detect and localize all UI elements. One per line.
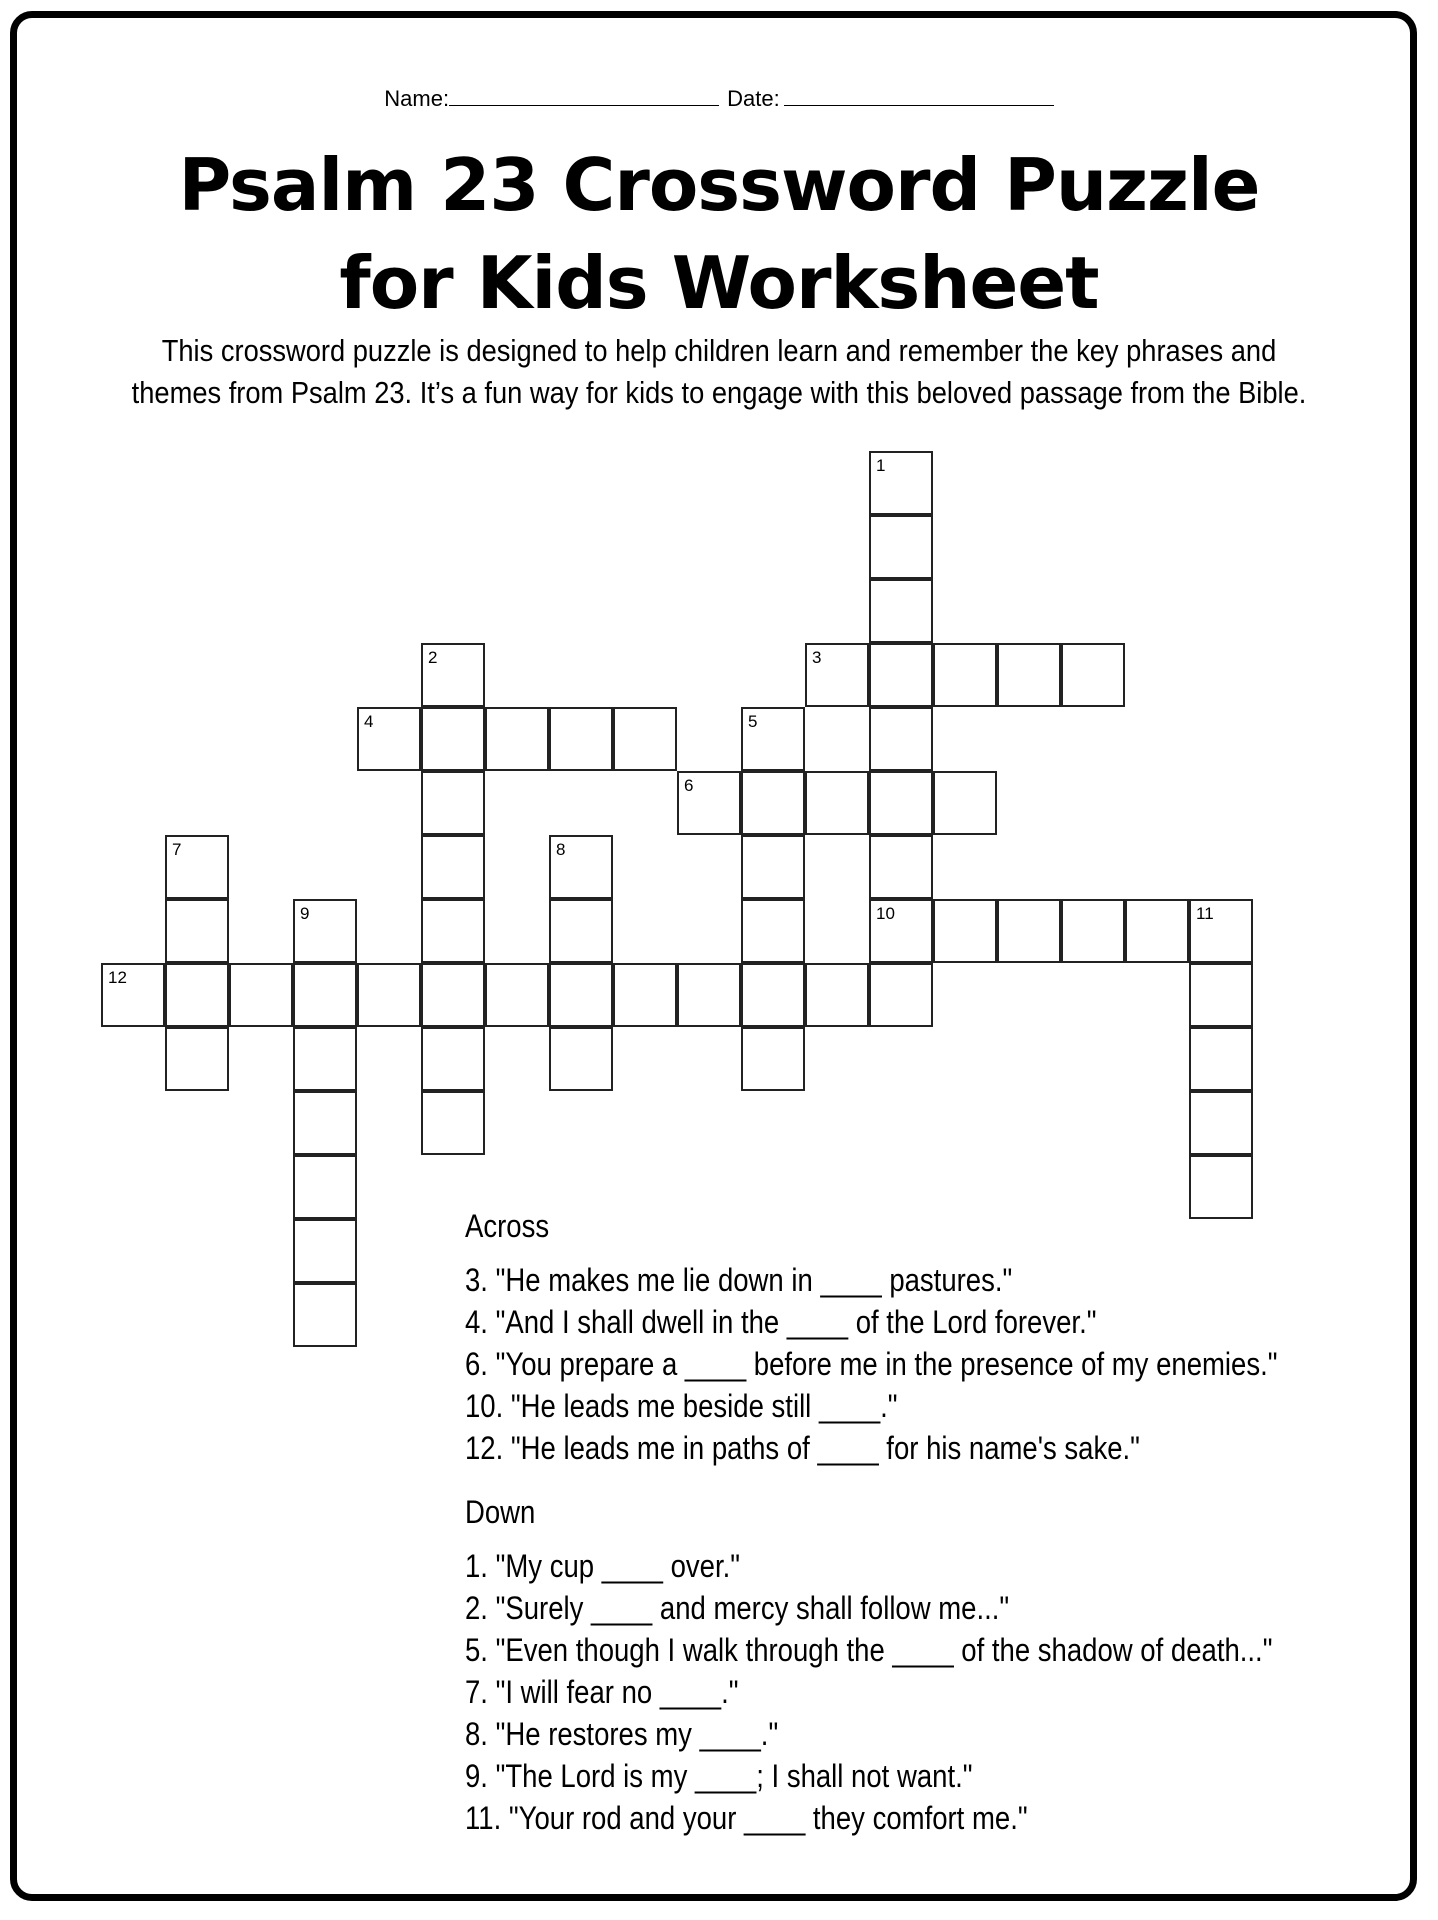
crossword-cell[interactable] (293, 1027, 357, 1091)
crossword-cell[interactable] (1189, 1091, 1253, 1155)
crossword-cell[interactable] (613, 707, 677, 771)
crossword-cell[interactable] (741, 1027, 805, 1091)
crossword-cell[interactable] (549, 707, 613, 771)
crossword-cell[interactable] (549, 1027, 613, 1091)
crossword-cell[interactable] (165, 835, 229, 899)
crossword-cell[interactable] (549, 835, 613, 899)
crossword-cell[interactable] (677, 771, 741, 835)
crossword-cell[interactable] (293, 963, 357, 1027)
crossword-cell[interactable] (869, 771, 933, 835)
crossword-cell[interactable] (741, 899, 805, 963)
crossword-cell[interactable] (741, 835, 805, 899)
crossword-cell[interactable] (869, 451, 933, 515)
crossword-cell[interactable] (165, 963, 229, 1027)
crossword-cell[interactable] (229, 963, 293, 1027)
clues-panel (465, 1205, 1415, 1839)
crossword-cell[interactable] (549, 899, 613, 963)
crossword-cell[interactable] (1189, 899, 1253, 963)
crossword-cell[interactable] (869, 643, 933, 707)
crossword-cell[interactable] (741, 707, 805, 771)
crossword-cell[interactable] (805, 963, 869, 1027)
across-clue-3: 3. "He makes me lie down in ____ pastures." (465, 1262, 1013, 1298)
crossword-cell[interactable] (421, 1027, 485, 1091)
across-clue-list (465, 1259, 1411, 1469)
crossword-cell[interactable] (869, 963, 933, 1027)
clue-number: 10 (876, 904, 895, 923)
down-clue-2: 2. "Surely ____ and mercy shall follow me..." (465, 1590, 1010, 1626)
crossword-cell[interactable] (421, 835, 485, 899)
crossword-cell[interactable] (613, 963, 677, 1027)
crossword-cell[interactable] (101, 963, 165, 1027)
crossword-cell[interactable] (293, 899, 357, 963)
crossword-cell[interactable] (165, 899, 229, 963)
crossword-cell[interactable] (293, 1283, 357, 1347)
crossword-cell[interactable] (293, 1091, 357, 1155)
clue-number: 6 (684, 776, 694, 795)
across-section (465, 1205, 1411, 1469)
clue-number: 4 (364, 712, 374, 731)
across-clue-4: 4. "And I shall dwell in the ____ of the Lord forever." (465, 1304, 1097, 1340)
crossword-cell[interactable] (1125, 899, 1189, 963)
clue-number: 8 (556, 840, 566, 859)
crossword-cell[interactable] (933, 643, 997, 707)
crossword-cell[interactable] (421, 899, 485, 963)
across-clue-10: 10. "He leads me beside still ____." (465, 1388, 898, 1424)
down-heading: Down (465, 1494, 536, 1530)
down-clue-1: 1. "My cup ____ over." (465, 1548, 741, 1584)
clue-number: 2 (428, 648, 438, 667)
clue-number: 1 (876, 456, 886, 475)
crossword-cell[interactable] (485, 707, 549, 771)
date-label: Date: (727, 86, 780, 111)
crossword-cell[interactable] (1061, 899, 1125, 963)
crossword-cell[interactable] (165, 1027, 229, 1091)
crossword-cell[interactable] (677, 963, 741, 1027)
crossword-cell[interactable] (805, 771, 869, 835)
crossword-cell[interactable] (421, 1091, 485, 1155)
crossword-cell[interactable] (933, 899, 997, 963)
crossword-cell[interactable] (357, 963, 421, 1027)
title-line-1: Psalm 23 Crossword Puzzle (178, 143, 1260, 227)
name-label: Name: (384, 86, 450, 111)
crossword-cell[interactable] (997, 643, 1061, 707)
crossword-cell[interactable] (997, 899, 1061, 963)
crossword-cell[interactable] (485, 963, 549, 1027)
across-clue-6: 6. "You prepare a ____ before me in the presence of my enemies." (465, 1346, 1278, 1382)
crossword-cell[interactable] (869, 835, 933, 899)
crossword-cell[interactable] (1189, 963, 1253, 1027)
down-clue-8: 8. "He restores my ____." (465, 1716, 779, 1752)
crossword-cell[interactable] (741, 963, 805, 1027)
down-section (465, 1491, 1411, 1839)
clue-number: 12 (108, 968, 127, 987)
crossword-cell[interactable] (421, 643, 485, 707)
clue-number: 9 (300, 904, 310, 923)
clue-number: 11 (1196, 904, 1214, 923)
down-clue-5: 5. "Even though I walk through the ____ of the shadow of death..." (465, 1632, 1273, 1668)
crossword-cell[interactable] (1189, 1027, 1253, 1091)
clue-number: 7 (172, 840, 182, 859)
down-clue-11: 11. "Your rod and your ____ they comfort me." (465, 1800, 1028, 1836)
crossword-cell[interactable] (293, 1155, 357, 1219)
crossword-cell[interactable] (933, 771, 997, 835)
across-heading: Across (465, 1208, 550, 1244)
crossword-cell[interactable] (421, 707, 485, 771)
crossword-cell[interactable] (869, 515, 933, 579)
across-clue-12: 12. "He leads me in paths of ____ for his name's sake." (465, 1430, 1140, 1466)
down-clue-list (465, 1545, 1411, 1839)
title-line-2: for Kids Worksheet (339, 241, 1099, 325)
crossword-cell[interactable] (549, 963, 613, 1027)
crossword-cell[interactable] (421, 963, 485, 1027)
crossword-cell[interactable] (869, 579, 933, 643)
crossword-cell[interactable] (805, 643, 869, 707)
clue-number: 3 (812, 648, 822, 667)
crossword-cell[interactable] (293, 1219, 357, 1283)
down-clue-7: 7. "I will fear no ____." (465, 1674, 739, 1710)
crossword-cell[interactable] (741, 771, 805, 835)
crossword-cell[interactable] (869, 707, 933, 771)
crossword-cell[interactable] (1061, 643, 1125, 707)
crossword-cell[interactable] (869, 899, 933, 963)
down-clue-9: 9. "The Lord is my ____; I shall not want." (465, 1758, 973, 1794)
crossword-cell[interactable] (421, 771, 485, 835)
clue-number: 5 (748, 712, 758, 731)
crossword-cell[interactable] (357, 707, 421, 771)
intro-text: This crossword puzzle is designed to help children learn and remember the key phrases and themes from Psalm 23. It’s a fun way for kids to engage with this beloved passage from the Bible. (131, 333, 1307, 410)
